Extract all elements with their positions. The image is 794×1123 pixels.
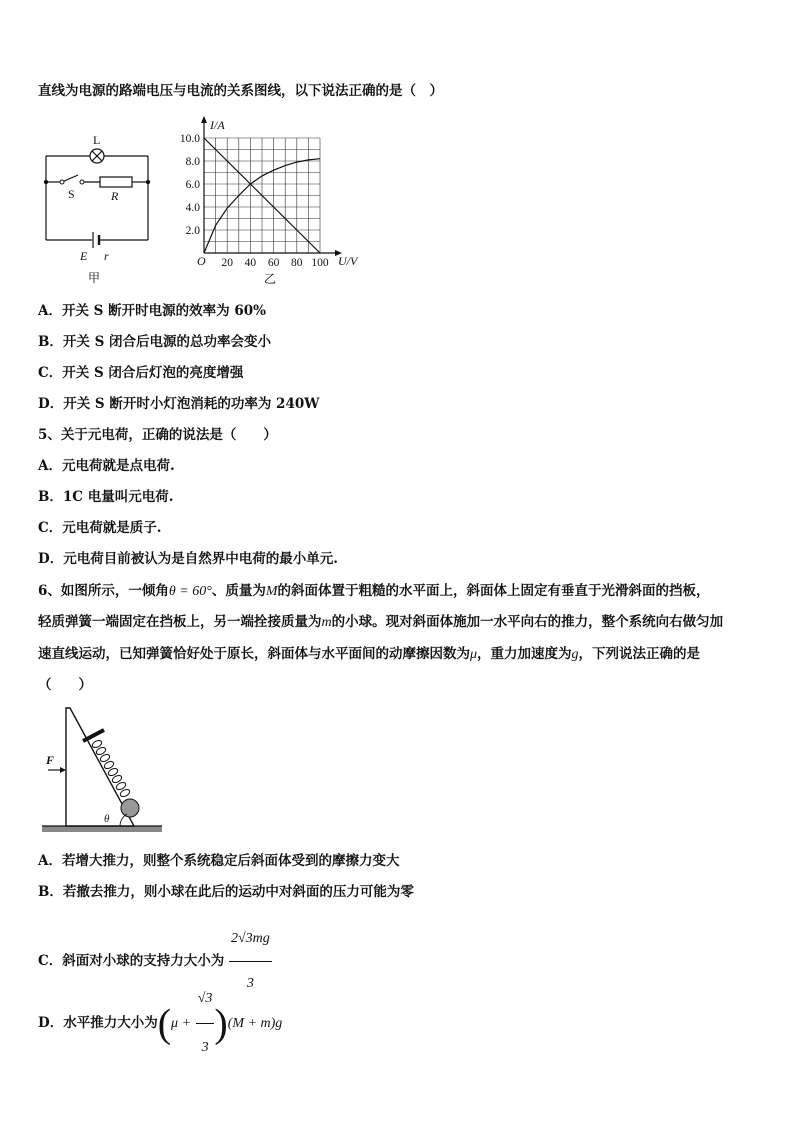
q6-stem-line2: 轻质弹簧一端固定在挡板上，另一端拴接质量为m的小球。现对斜面体施加一水平向右的推力，整个系统向右做匀加 xyxy=(38,614,724,630)
q6-option-a: A．若增大推力，则整个系统稳定后斜面体受到的摩擦力变大 xyxy=(38,853,400,869)
y-tick-label: 2.0 xyxy=(185,225,200,237)
theta-expression: θ = 60° xyxy=(168,584,212,599)
y-tick-label: 8.0 xyxy=(185,156,200,168)
lamp-label: L xyxy=(93,133,101,147)
iu-graph xyxy=(180,112,370,288)
y-tick-label: 4.0 xyxy=(185,202,200,214)
x-tick-label: 60 xyxy=(267,257,280,269)
graph-xlabel: U/V xyxy=(338,254,358,268)
q4-option-c: C．开关 S 闭合后灯泡的亮度增强 xyxy=(38,365,244,381)
emf-label: E xyxy=(80,249,88,263)
switch-label: S xyxy=(68,187,75,201)
graph-caption: 乙 xyxy=(264,272,277,286)
g-symbol: g xyxy=(571,647,579,662)
graph-origin: O xyxy=(197,254,206,268)
graph-ylabel: I/A xyxy=(210,118,225,132)
incline-figure xyxy=(40,700,170,840)
q6-option-c: C．斜面对小球的支持力大小为 $\frac{2√3mg}{3}$ xyxy=(38,918,272,1005)
q5-option-d: D．元电荷目前被认为是自然界中电荷的最小单元. xyxy=(38,551,338,567)
q4-option-a: A．开关 S 断开时电源的效率为 60% xyxy=(38,303,266,319)
resistor-label: R xyxy=(111,189,119,203)
q6-option-b: B．若撤去推力，则小球在此后的运动中对斜面的压力可能为零 xyxy=(38,884,414,900)
angle-label: θ xyxy=(104,813,110,825)
mu-symbol: μ xyxy=(470,647,478,662)
mass-m: m xyxy=(321,615,332,630)
q6-stem-line4: （ ） xyxy=(38,677,92,693)
x-tick-label: 40 xyxy=(244,257,257,269)
force-label: F xyxy=(46,753,55,767)
q4-option-d: D．开关 S 断开时小灯泡消耗的功率为 240W xyxy=(38,396,320,412)
circuit-diagram xyxy=(38,126,158,286)
mass-M: M xyxy=(265,584,278,599)
x-tick-label: 100 xyxy=(311,257,329,269)
circuit-caption: 甲 xyxy=(88,271,101,285)
q5-option-c: C．元电荷就是质子. xyxy=(38,520,162,536)
q6-stem-line3: 速直线运动，已知弹簧恰好处于原长，斜面体与水平面间的动摩擦因数为μ，重力加速度为g，下列说法正确的是 xyxy=(38,646,701,662)
q5-option-b: B．1C 电量叫元电荷. xyxy=(38,489,174,505)
q6-option-d: D．水平推力大小为(μ + $\frac{√3}{3}$ )(M + m)g xyxy=(38,976,282,1071)
y-tick-label: 10.0 xyxy=(180,133,200,145)
x-tick-label: 20 xyxy=(221,257,233,269)
internal-resistance-label: r xyxy=(104,249,109,263)
q4-stem: 直线为电源的路端电压与电流的关系图线，以下说法正确的是（ ） xyxy=(38,83,443,99)
q5-stem: 5、关于元电荷，正确的说法是（ ） xyxy=(38,427,277,443)
push-force-fraction: $\frac{√3}{3}$ xyxy=(196,976,215,1071)
q4-option-b: B．开关 S 闭合后电源的总功率会变小 xyxy=(38,334,272,350)
q5-option-a: A．元电荷就是点电荷. xyxy=(38,458,175,474)
support-force-fraction: $\frac{2√3mg}{3}$ xyxy=(229,918,272,1005)
y-tick-label: 6.0 xyxy=(185,179,200,191)
q6-stem-line1: 6、如图所示，一倾角θ = 60°、质量为M的斜面体置于粗糙的水平面上，斜面体上固定有垂直于光滑斜面的挡板， xyxy=(38,583,710,599)
x-tick-label: 80 xyxy=(291,257,303,269)
